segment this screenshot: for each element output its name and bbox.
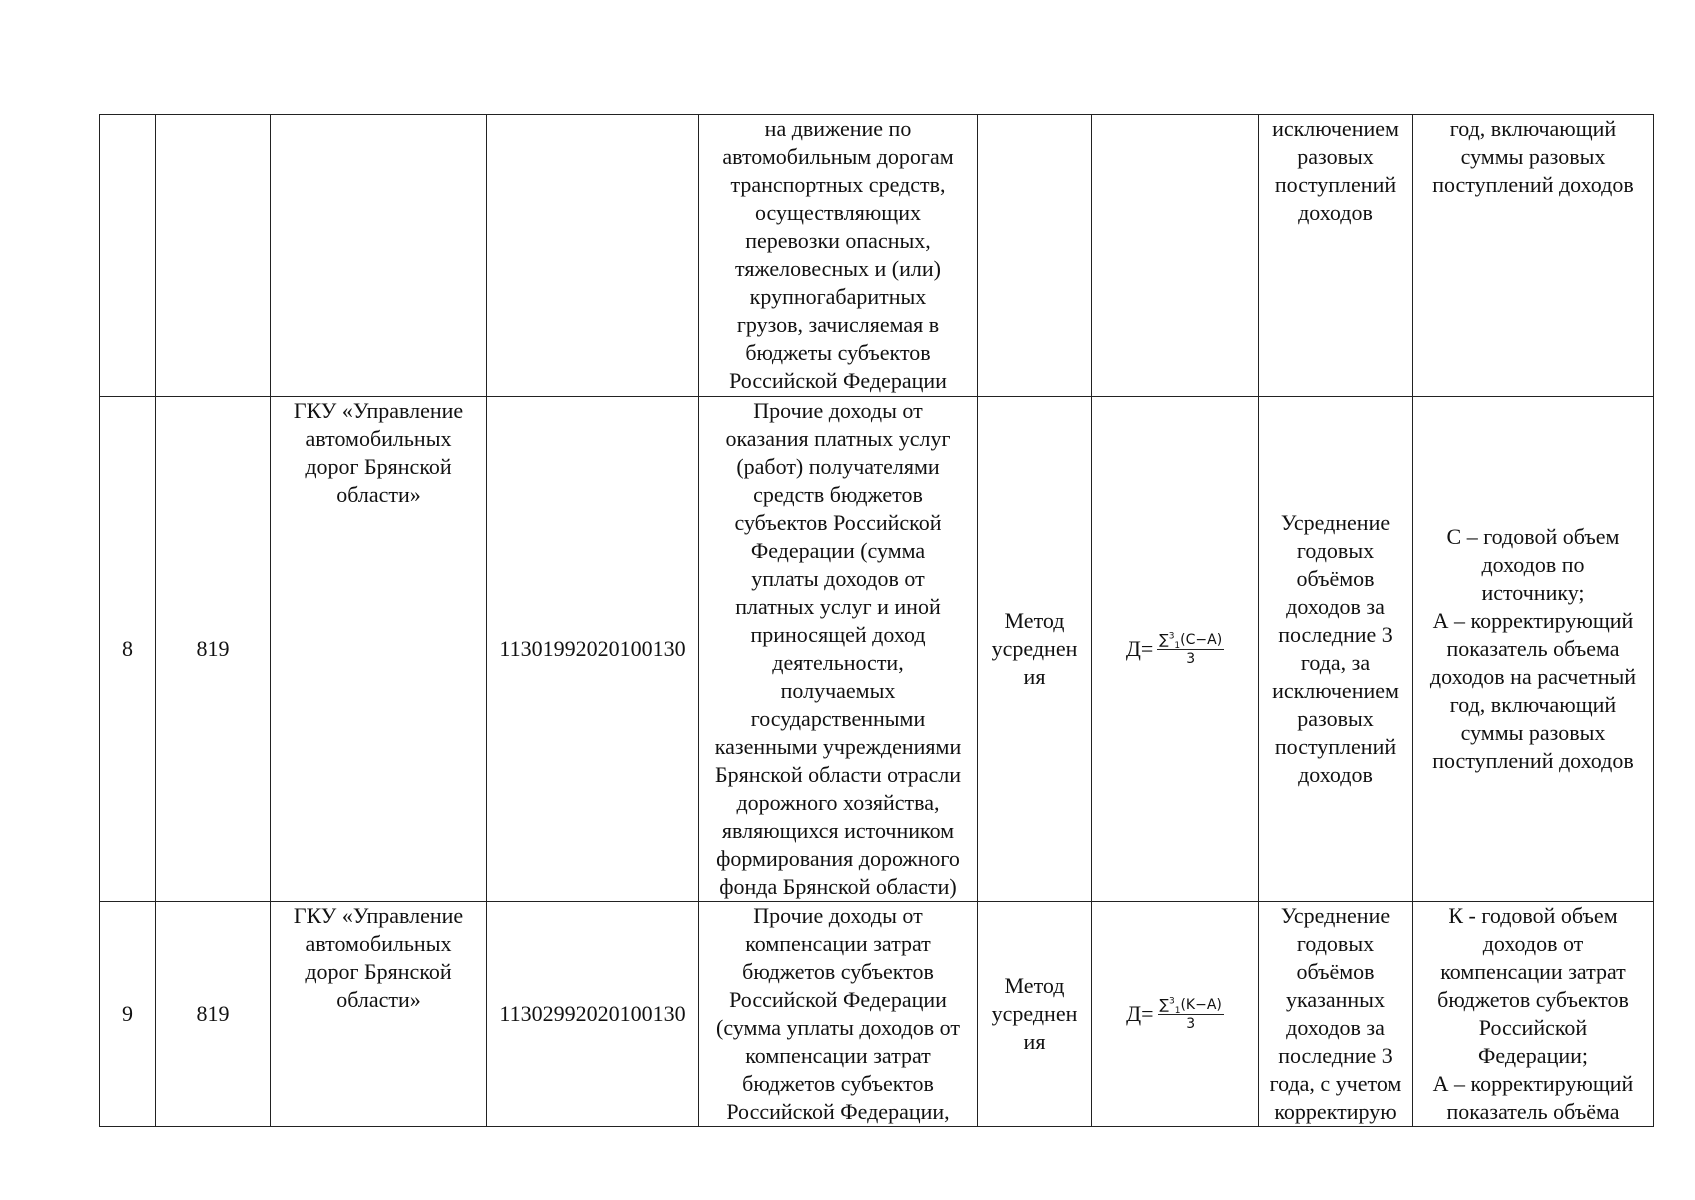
cell-revenue-name: Прочие доходы от компенсации затрат бюджетов субъектов Российской Федерации (сумма уплаты доходов от компенсации затрат бюджетов субъектов Российской Федерации, xyxy=(699,902,978,1127)
cell-algorithm: Усреднение годовых объёмов указанных доходов за последние 3 года, с учетом корректирую xyxy=(1259,902,1413,1127)
cell-administrator: ГКУ «Управление автомобильных дорог Брянской области» xyxy=(271,902,487,1127)
cell-method: Метод усреднен ия xyxy=(978,902,1092,1127)
sum-lower-limit: 1 xyxy=(1174,1005,1181,1016)
sum-lower-limit: 1 xyxy=(1174,640,1181,651)
cell-code: 819 xyxy=(156,397,271,902)
cell-administrator xyxy=(271,115,487,397)
cell-formula xyxy=(1092,902,1259,1127)
cell-number: 8 xyxy=(100,397,156,902)
cell-method: Метод усреднен ия xyxy=(978,397,1092,902)
numerator-expression: (K−A) xyxy=(1180,996,1222,1013)
sum-symbol: ∑ xyxy=(1159,631,1169,648)
table-row xyxy=(100,902,1654,1127)
sum-upper-limit: 3 xyxy=(1168,630,1175,641)
cell-revenue-name: Прочие доходы от оказания платных услуг (работ) получателями средств бюджетов субъектов Российской Федерации (сумма уплаты доходов от платных услуг и иной приносящей доход деятельности, получаемых государственными казенными учреждениями Брянской области отрасли дорожного хозяйства, являющихся источником формирования дорожного фонда Брянской области) xyxy=(699,397,978,902)
numerator-expression: (C−A) xyxy=(1180,631,1223,648)
revenue-methodology-table xyxy=(99,114,1654,1127)
table-body xyxy=(100,115,1654,1127)
cell-kbk: 11302992020100130 xyxy=(487,902,699,1127)
cell-indicators: год, включающий суммы разовых поступлений доходов xyxy=(1413,115,1654,397)
sum-symbol: ∑ xyxy=(1159,996,1169,1013)
cell-formula xyxy=(1092,397,1259,902)
cell-method xyxy=(978,115,1092,397)
cell-kbk: 11301992020100130 xyxy=(487,397,699,902)
cell-number: 9 xyxy=(100,902,156,1127)
formula-lhs: Д= xyxy=(1125,636,1154,661)
formula-denominator: 3 xyxy=(1186,1015,1196,1032)
averaging-formula xyxy=(1126,996,1224,1033)
cell-indicators: С – годовой объем доходов по источнику; А – корректирующий показатель объема доходов на расчетный год, включающий суммы разовых поступлений доходов xyxy=(1413,397,1654,902)
cell-code: 819 xyxy=(156,902,271,1127)
formula-numerator xyxy=(1158,996,1224,1015)
cell-algorithm: исключением разовых поступлений доходов xyxy=(1259,115,1413,397)
cell-formula xyxy=(1092,115,1259,397)
formula-numerator xyxy=(1157,631,1224,650)
cell-indicators: К - годовой объем доходов от компенсации затрат бюджетов субъектов Российской Федерации; А – корректирующий показатель объёма xyxy=(1413,902,1654,1127)
sum-upper-limit: 3 xyxy=(1168,995,1175,1006)
formula-lhs: Д= xyxy=(1126,1001,1154,1026)
formula-denominator: 3 xyxy=(1186,650,1196,667)
table-row xyxy=(100,115,1654,397)
averaging-formula xyxy=(1126,631,1224,668)
cell-algorithm: Усреднение годовых объёмов доходов за последние 3 года, за исключением разовых поступлений доходов xyxy=(1259,397,1413,902)
formula-fraction xyxy=(1158,996,1224,1033)
cell-kbk xyxy=(487,115,699,397)
cell-number xyxy=(100,115,156,397)
table-row xyxy=(100,397,1654,902)
cell-revenue-name: на движение по автомобильным дорогам транспортных средств, осуществляющих перевозки опасных, тяжеловесных и (или) крупногабаритных грузов, зачисляемая в бюджеты субъектов Российской Федерации xyxy=(699,115,978,397)
formula-fraction xyxy=(1157,631,1224,668)
cell-code xyxy=(156,115,271,397)
cell-administrator: ГКУ «Управление автомобильных дорог Брянской области» xyxy=(271,397,487,902)
